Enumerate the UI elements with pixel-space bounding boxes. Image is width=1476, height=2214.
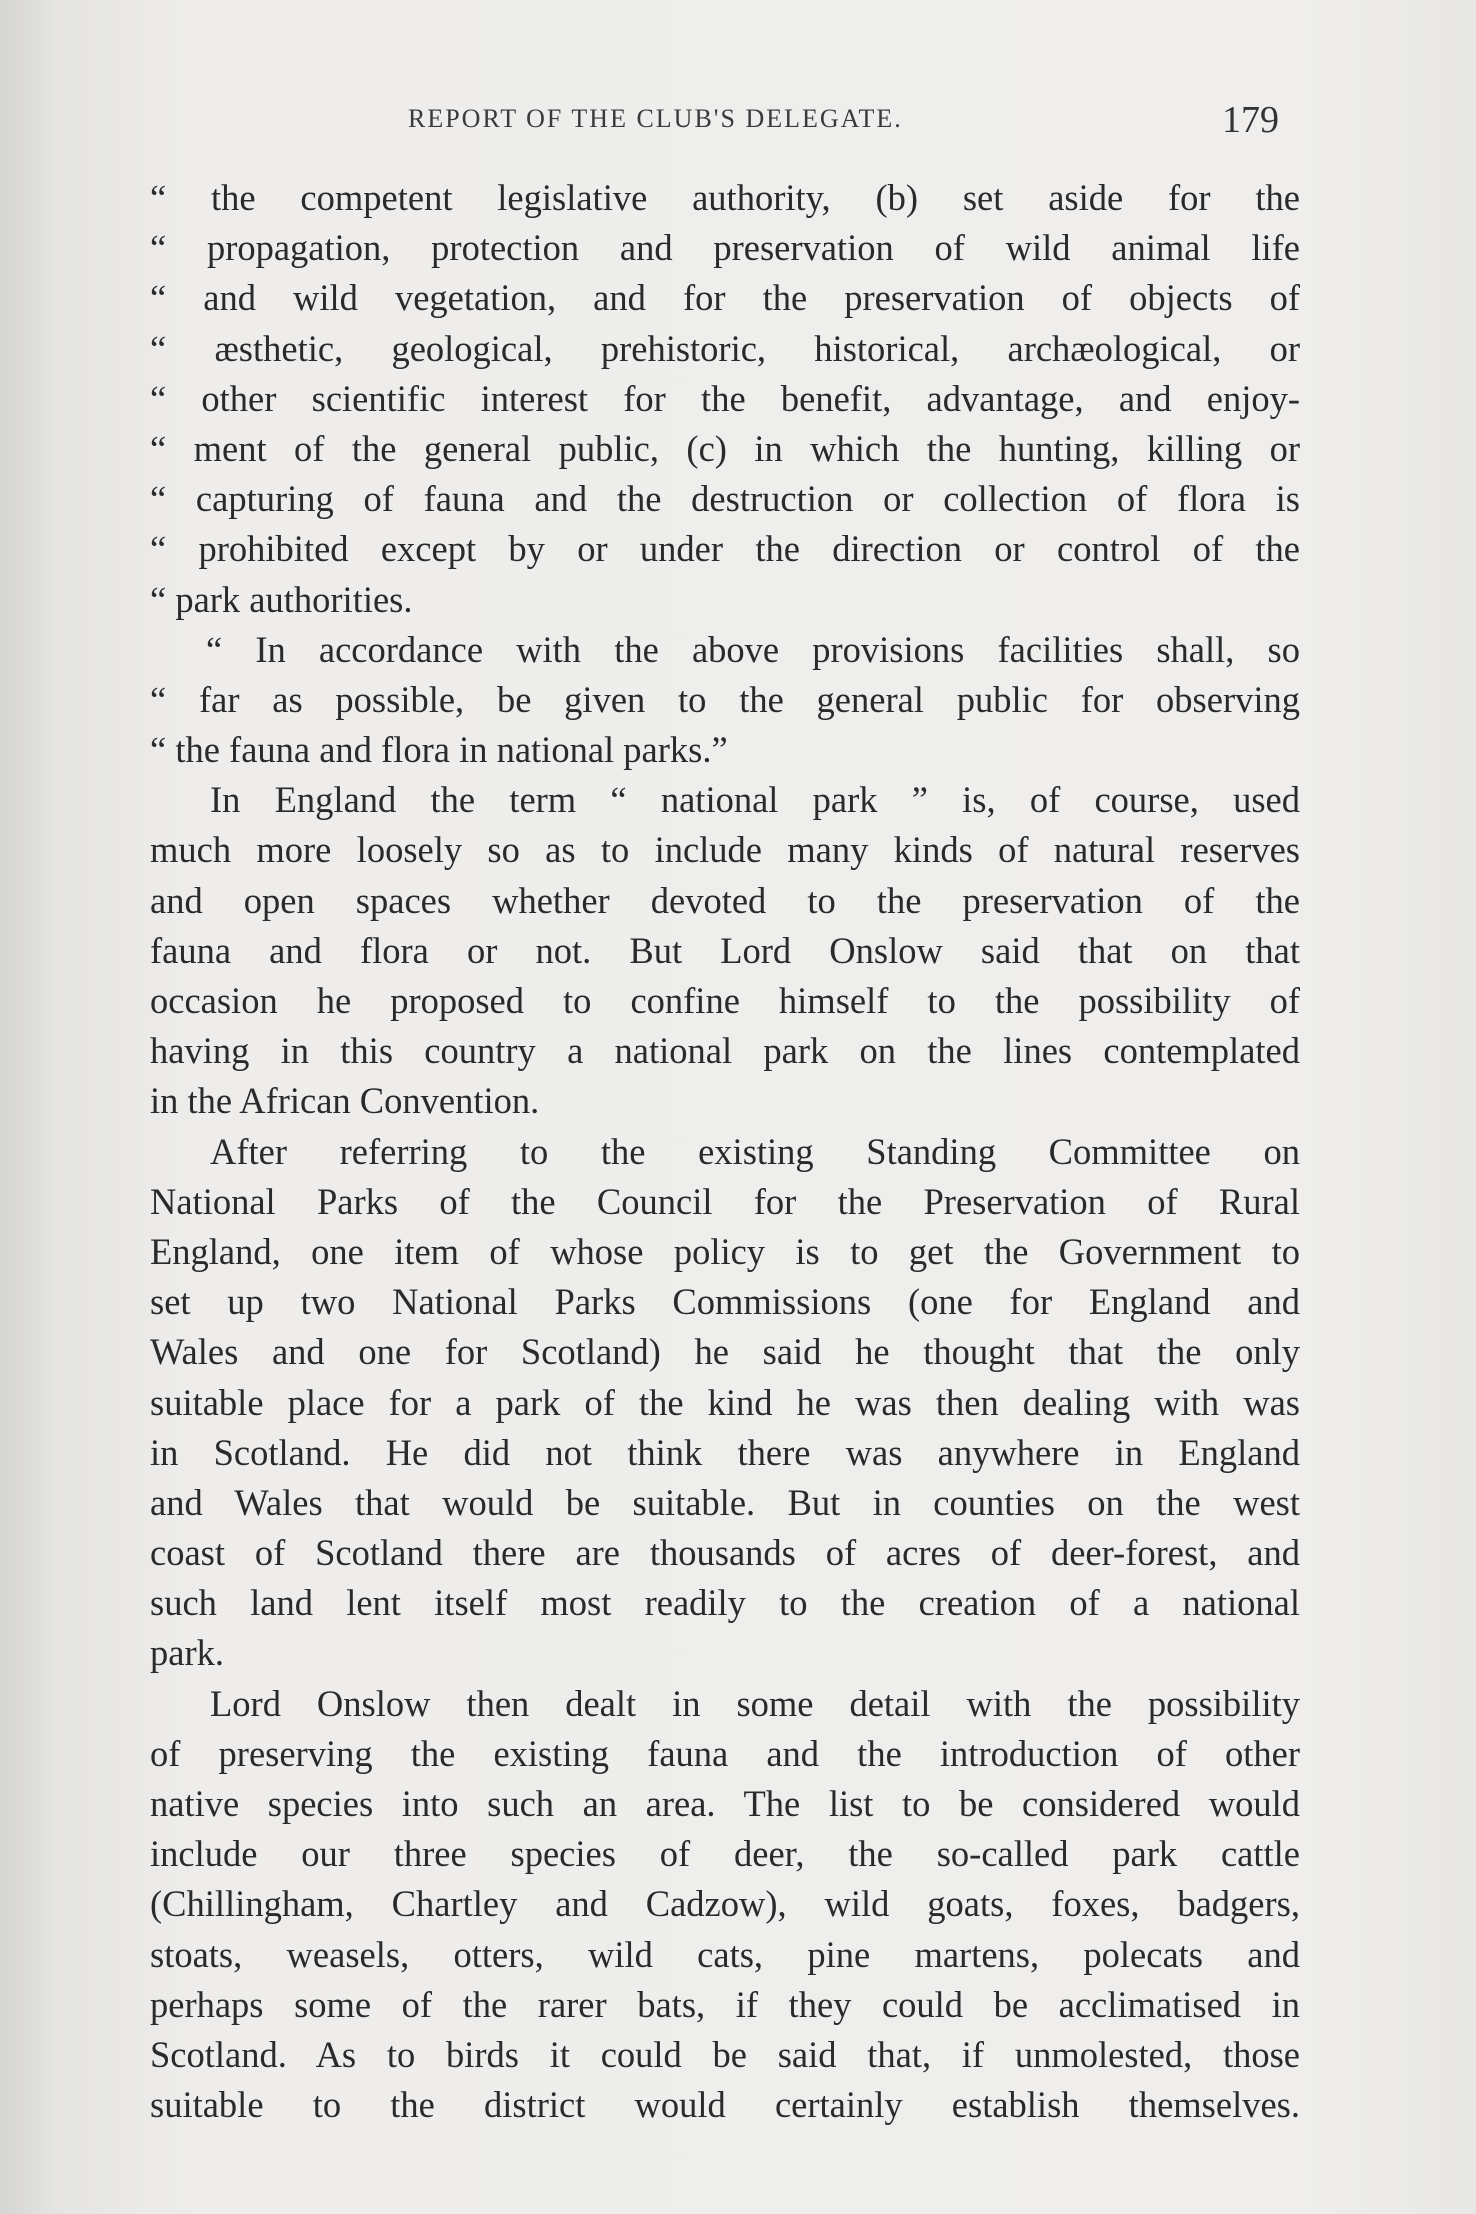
text-line: in the African Convention. — [150, 1080, 540, 1122]
text-line: suitable to the district would certainly establish themselves. — [150, 2084, 1300, 2126]
text-line: “ prohibited except by or under the direction or control of the — [150, 528, 1300, 570]
text-line: much more loosely so as to include many kinds of natural reserves — [150, 829, 1300, 871]
text-line: in Scotland. He did not think there was anywhere in England — [150, 1431, 1300, 1473]
text-line: “ and wild vegetation, and for the preservation of objects of — [150, 277, 1300, 319]
text-line: of preserving the existing fauna and the introduction of other — [150, 1732, 1300, 1774]
text-line: After referring to the existing Standing Committee on — [210, 1130, 1300, 1172]
text-line: “ ment of the general public, (c) in which the hunting, killing or — [150, 427, 1300, 469]
running-head: REPORT OF THE CLUB'S DELEGATE. — [408, 104, 903, 133]
text-line: set up two National Parks Commissions (one for England and — [150, 1281, 1300, 1323]
text-line: coast of Scotland there are thousands of acres of deer-forest, and — [150, 1532, 1300, 1574]
body-text — [150, 173, 1300, 2130]
text-line: “ other scientific interest for the benefit, advantage, and enjoy- — [150, 377, 1300, 419]
text-line: perhaps some of the rarer bats, if they could be acclimatised in — [150, 1983, 1300, 2025]
text-line: “ far as possible, be given to the general public for observing — [150, 678, 1300, 720]
text-line: “ the fauna and flora in national parks.” — [150, 729, 728, 771]
text-line: “ In accordance with the above provisions facilities shall, so — [206, 628, 1300, 670]
text-line: In England the term “ national park ” is, of course, used — [210, 779, 1300, 821]
text-line: having in this country a national park on the lines contemplated — [150, 1030, 1300, 1072]
text-line: stoats, weasels, otters, wild cats, pine martens, polecats and — [150, 1933, 1300, 1975]
text-line: Scotland. As to birds it could be said that, if unmolested, those — [150, 2033, 1300, 2075]
page-number: 179 — [1222, 99, 1279, 141]
text-line: fauna and flora or not. But Lord Onslow said that on that — [150, 929, 1300, 971]
text-line: “ æsthetic, geological, prehistoric, historical, archæological, or — [150, 327, 1300, 369]
text-line: Wales and one for Scotland) he said he thought that the only — [150, 1331, 1300, 1373]
text-line: “ propagation, protection and preservation of wild animal life — [150, 227, 1300, 269]
text-line: “ the competent legislative authority, (b) set aside for the — [150, 177, 1300, 218]
text-line: “ capturing of fauna and the destruction or collection of flora is — [150, 478, 1300, 520]
text-line: and Wales that would be suitable. But in counties on the west — [150, 1481, 1300, 1523]
text-line: occasion he proposed to confine himself to the possibility of — [150, 980, 1300, 1021]
text-line: include our three species of deer, the so-called park cattle — [150, 1833, 1300, 1875]
text-line: Lord Onslow then dealt in some detail with the possibility — [210, 1682, 1300, 1724]
text-line: park. — [150, 1632, 224, 1674]
text-line: England, one item of whose policy is to get the Government to — [150, 1230, 1300, 1272]
text-line: “ park authorities. — [150, 578, 413, 620]
text-line: (Chillingham, Chartley and Cadzow), wild goats, foxes, badgers, — [150, 1883, 1300, 1925]
text-line: native species into such an area. The list to be considered would — [150, 1783, 1300, 1824]
text-line: suitable place for a park of the kind he was then dealing with was — [150, 1381, 1300, 1423]
text-line: such land lent itself most readily to the creation of a national — [150, 1582, 1300, 1624]
text-line: and open spaces whether devoted to the preservation of the — [150, 879, 1300, 921]
text-line: National Parks of the Council for the Preservation of Rural — [150, 1180, 1300, 1222]
